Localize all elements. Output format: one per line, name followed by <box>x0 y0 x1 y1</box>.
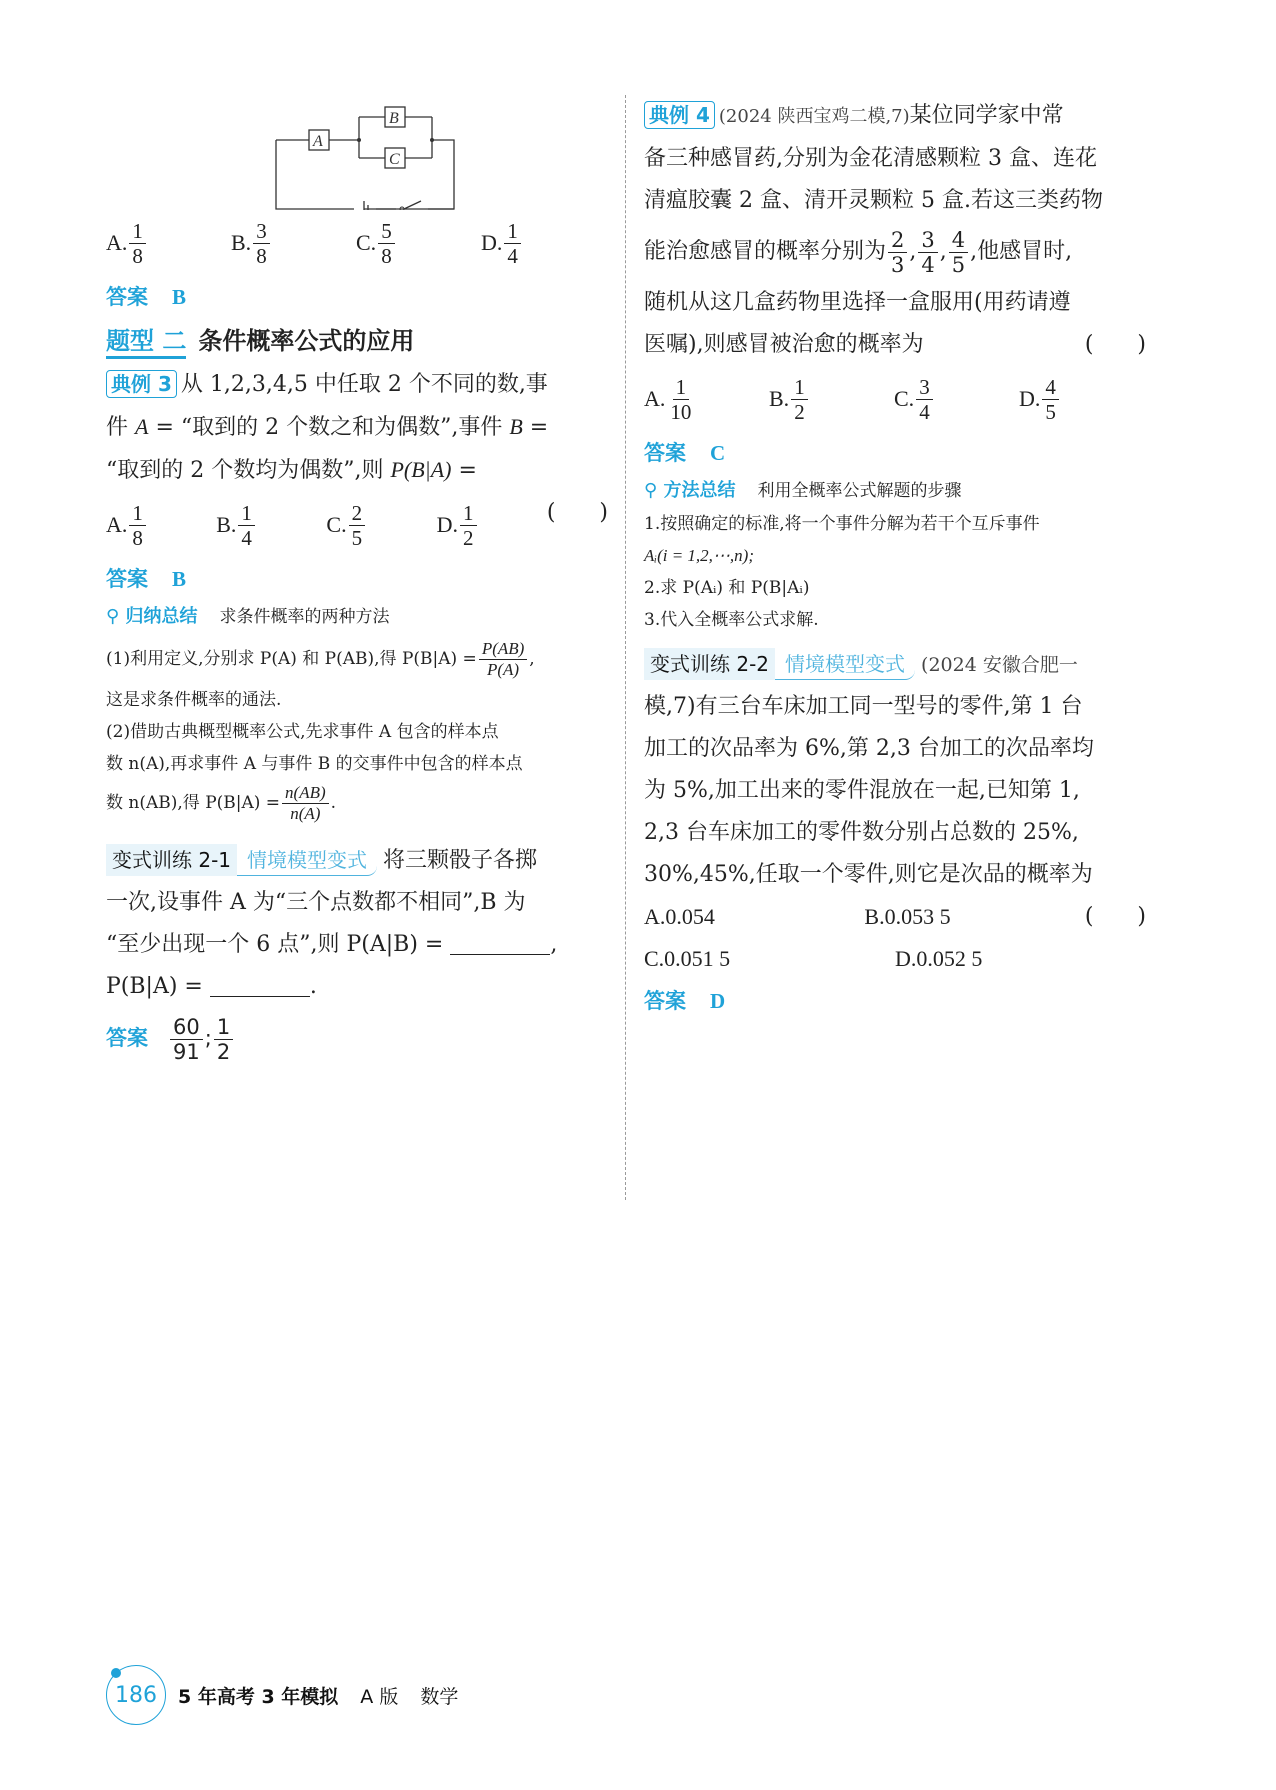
choice-b[interactable]: B. $\frac{3}{8}$ <box>231 219 356 268</box>
example4-line5: 随机从这几盒药物里选择一盒服用(用药请遵 <box>644 290 1071 315</box>
choice-a[interactable]: A. $\frac{1}{8}$ <box>106 219 231 268</box>
example4-line3: 清瘟胶囊 2 盒、清开灵颗粒 5 盒.若这三类药物 <box>644 188 1103 213</box>
example3-choices <box>106 492 547 558</box>
variant21-answer: 答案 $\frac{60}{91}$ ; $\frac{1}{2}$ <box>106 1008 608 1068</box>
choice-d[interactable]: D.0.052 5 <box>895 946 983 971</box>
section-heading: 题型 二 条件概率公式的应用 <box>106 318 608 364</box>
variant22-line4: 为 5%,加工出来的零件混放在一起,已知第 1, <box>644 778 1080 803</box>
variant22-line6: 30%,45%,任取一个零件,则它是次品的概率为 <box>644 862 1093 887</box>
book-title: 5 年高考 3 年模拟 <box>178 1685 339 1708</box>
summary-p1: (1)利用定义,分别求 P(A) 和 P(AB),得 P(B|A) = $\frac{P(AB)}{P(A)}$ , <box>106 639 535 679</box>
prev-answer: 答案 B <box>106 285 187 309</box>
summary-p2-line1: (2)借助古典概型概率公式,先求事件 A 包含的样本点 <box>106 722 499 742</box>
answer-blank-1[interactable] <box>450 930 550 955</box>
page-footer <box>106 1660 458 1730</box>
example4-choices <box>644 366 1146 432</box>
prev-question-choices <box>106 210 608 276</box>
variant22-line5: 2,3 台车床加工的零件数分别占总数的 25%, <box>644 820 1079 845</box>
choice-d[interactable]: D. $\frac{4}{5}$ <box>1019 375 1144 424</box>
summary-p2-line2: 数 n(A),再求事件 A 与事件 B 的交事件中包含的样本点 <box>106 754 523 774</box>
svg-text:B: B <box>389 110 399 127</box>
method-step1: 1.按照确定的标准,将一个事件分解为若干个互斥事件 <box>644 514 1040 534</box>
right-column: 典例 4 (2024 陕西宝鸡二模,7)某位同学家中常 备三种感冒药,分别为金花清感颗粒 3 盒、连花 清瘟胶囊 2 盒、清开灵颗粒 5 盒.若这三类药物 能治愈感冒的概率分别为 $\frac{2}{3}$ , $\frac{3}{4}$ , $\frac{4}{5}$ ,他感冒时, 随机从这几盒药物里选择一盒服用(用药请遵 医嘱),则感冒被治愈的概率为 ( ) A. $\frac{1}{10}$ B. $\frac{1}{2}$ C. $\frac{3}{4}$ D. $\frac{4}{5}$ 答案 C ⚲ 方法总结 利用全概率公式解题的步骤 1.按照确定的标准,将一个事件分解为若干个互斥事件 Aᵢ(i = 1,2,⋯,n); 2.求 P(Aᵢ) 和 P(B|Aᵢ) 3.代入全概率公式求解. 变式训练 2-2 情境模型变式 (2024 安徽合肥一 模,7)有三台车床加工同一型号的零件,第 1 台 加工的次品率为 6%,第 2,3 台加工的次品率均 为 5%,加工出来的零件混放在一起,已知第 1, 2,3 台车床加工的零件数分别占总数的 25%, 30%,45%,任取一个零件,则它是次品的概率为 ( ) A.0.054 B.0.053 5 C.0.051 5 D.0.052 5 答案 D <box>644 95 1146 1022</box>
variant21-line3: “至少出现一个 6 点”,则 P(A|B) = , <box>106 932 558 957</box>
summary-heading: ⚲ 归纳总结 求条件概率的两种方法 <box>106 606 390 627</box>
svg-text:C: C <box>389 151 400 168</box>
left-column: A B C A. $\frac{1}{8}$ B. $\frac{3}{8}$ C. $\frac{5}{8}$ D. $\frac{1}{4}$ 答案 B 题型 二 条件概率公式的应用 典例 3 从 1,2,3,4,5 中任取 2 个不同的数,事 件 A = “取到的 2 个数之和为偶数”,事件 B = “取到的 2 个数均为偶数”,则 P(B|A) = ( ) A. $\frac{1}{8}$ B. $\frac{1}{4}$ C. $\frac{2}{5}$ D. $\frac{1}{2}$ 答案 B ⚲ 归纳总结 求条件概率的两种方法 (1)利用定义,分别求 P(A) 和 P(AB),得 P(B|A) = $\frac{P(AB)}{P(A)}$ , 这是求条件概率的通法. (2)借助古典概型概率公式,先求事件 A 包含的样本点 数 n(A),再求事件 A 与事件 B 的交事件中包含的样本点 数 n(AB),得 P(B|A) = $\frac{n(AB)}{n(A)}$ . 变式训练 2-1 情境模型变式 将三颗骰子各掷 一次,设事件 A 为“三个点数都不相同”,B 为 “至少出现一个 6 点”,则 P(A|B) = , P(B|A) = . 答案 $\frac{60}{91}$ ; $\frac{1}{2}$ <box>106 95 608 1068</box>
key-icon: ⚲ <box>644 480 658 501</box>
choice-c[interactable]: C. $\frac{3}{4}$ <box>894 375 1019 424</box>
dot-icon <box>111 1668 121 1678</box>
example4-tag: 典例 4 <box>644 101 715 129</box>
key-icon: ⚲ <box>106 606 120 627</box>
column-divider <box>625 95 626 1200</box>
answer-blank-2[interactable] <box>210 972 310 997</box>
variant22-line1: 变式训练 2-2 情境模型变式 (2024 安徽合肥一 <box>644 644 1146 686</box>
variant22-tag: 变式训练 2-2 <box>644 648 775 680</box>
choice-d[interactable]: D. $\frac{1}{2}$ <box>437 501 547 550</box>
example4-answer: 答案 C <box>644 441 726 465</box>
variant22-line2: 模,7)有三台车床加工同一型号的零件,第 1 台 <box>644 694 1083 719</box>
subject-label: 数学 <box>420 1685 459 1708</box>
summary-p1-line2: 这是求条件概率的通法. <box>106 690 282 710</box>
variant21-line2: 一次,设事件 A 为“三个点数都不相同”,B 为 <box>106 890 526 915</box>
variant21-tag: 变式训练 2-1 <box>106 844 237 876</box>
example3-answer: 答案 B <box>106 567 187 591</box>
example3-line1: 典例 3 从 1,2,3,4,5 中任取 2 个不同的数,事 <box>106 364 608 406</box>
example4-line2: 备三种感冒药,分别为金花清感颗粒 3 盒、连花 <box>644 146 1097 171</box>
choice-a[interactable]: A. $\frac{1}{10}$ <box>644 374 692 424</box>
choice-d[interactable]: D. $\frac{1}{4}$ <box>481 219 606 268</box>
example3-line2: 件 A = “取到的 2 个数之和为偶数”,事件 B = <box>106 414 549 440</box>
choice-c[interactable]: C. $\frac{5}{8}$ <box>356 219 481 268</box>
example4-line4: 能治愈感冒的概率分别为 $\frac{2}{3}$ , $\frac{3}{4}$ , $\frac{4}{5}$ ,他感冒时, <box>644 227 1073 277</box>
variant22-answer: 答案 D <box>644 989 726 1013</box>
method-step2: 2.求 P(Aᵢ) 和 P(B|Aᵢ) <box>644 578 810 598</box>
choice-c[interactable]: C.0.051 5 <box>644 946 731 971</box>
edition-label: A 版 <box>360 1685 399 1708</box>
choice-a[interactable]: A. $\frac{1}{8}$ <box>106 501 216 550</box>
svg-text:A: A <box>313 133 323 150</box>
example4-line1: 典例 4 (2024 陕西宝鸡二模,7)某位同学家中常 <box>644 95 1146 138</box>
choice-a[interactable]: A.0.054 <box>644 904 715 929</box>
method-step1-b: Aᵢ(i = 1,2,⋯,n); <box>644 546 755 565</box>
choice-b[interactable]: B. $\frac{1}{4}$ <box>216 501 326 550</box>
variant22-choices-row1 <box>644 896 1085 938</box>
variant21-line1: 变式训练 2-1 情境模型变式 将三颗骰子各掷 <box>106 840 608 882</box>
circuit-diagram <box>256 95 456 210</box>
variant21-subtag: 情境模型变式 <box>237 845 377 876</box>
variant22-choices-row2 <box>644 938 1146 980</box>
variant21-line4: P(B|A) = . <box>106 974 317 999</box>
method-heading: ⚲ 方法总结 利用全概率公式解题的步骤 <box>644 480 962 501</box>
variant22-subtag: 情境模型变式 <box>775 649 915 680</box>
example4-line6: 医嘱),则感冒被治愈的概率为 ( ) <box>644 332 1146 357</box>
variant22-line3: 加工的次品率为 6%,第 2,3 台加工的次品率均 <box>644 736 1094 761</box>
example3-line3: “取到的 2 个数均为偶数”,则 P(B|A) = <box>106 457 477 483</box>
summary-p2-line3: 数 n(AB),得 P(B|A) = $\frac{n(AB)}{n(A)}$ . <box>106 783 337 823</box>
page-number-badge: 186 <box>106 1665 166 1725</box>
choice-b[interactable]: B. $\frac{1}{2}$ <box>769 375 894 424</box>
choice-b[interactable]: B.0.053 5 <box>864 904 951 929</box>
choice-c[interactable]: C. $\frac{2}{5}$ <box>326 501 436 550</box>
method-step3: 3.代入全概率公式求解. <box>644 610 819 630</box>
example3-tag: 典例 3 <box>106 370 177 398</box>
